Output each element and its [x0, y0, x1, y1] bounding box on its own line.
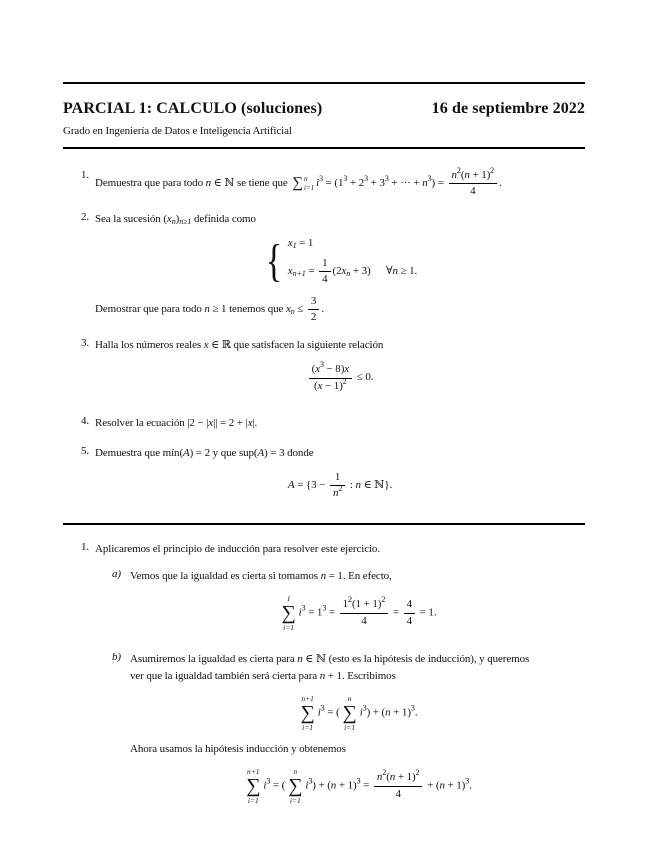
document-date: 16 de septiembre 2022 [431, 100, 585, 117]
top-rule [63, 82, 585, 84]
question-1-number: 1. [81, 169, 90, 181]
solutions-rule [63, 523, 585, 525]
part-a-equation: 1 ∑ i=1 $i^3 = 1^3$ = $\frac{1^2(1 + 1)^2}{4}$ = $\frac{4}{4}$ = 1. [281, 594, 437, 633]
solution-1-part-a [95, 568, 585, 641]
question-1-body [95, 166, 585, 198]
document-title: PARCIAL 1: CALCULO (soluciones) [63, 100, 323, 117]
question-3-number: 3. [81, 337, 90, 350]
part-b-equation-1: n+1 ∑ i=1 $i^3$ = ( n ∑ i=1 $i^3) + (n + 1)^3$. [300, 694, 418, 733]
part-a-body [130, 568, 585, 641]
solution-1-part-b [95, 651, 585, 814]
question-2-cases-equation: { $x_1 = 1$ $x_{n+1}$ = $\frac{1}{4}$ $(2x_n + 3)$ ∀n ≥ 1. [265, 235, 418, 287]
question-1-text: Demuestra que para todo n ∈ ℕ se tiene que ∑ n i=1 $i^3 = (1^3 + 2^3 + 3^3$ + ··· + $n^3$) = $\frac{n^2(n + 1)^2}{4}$ . [95, 166, 502, 198]
question-1 [63, 166, 585, 198]
question-2-body [95, 211, 585, 324]
solution-1-body [95, 541, 585, 814]
part-b-equation-2: n+1 ∑ i=1 $i^3$ = ( n ∑ i=1 $i^3) + (n + 1)^3$ = $\frac{n^2(n + 1)^2}{4}$ + $(n + 1)^3$. [246, 767, 472, 806]
question-3-body [95, 337, 585, 401]
question-2-number: 2. [81, 211, 90, 224]
part-b-label: b) [112, 651, 121, 664]
question-4-text: Resolver la ecuación |2 − |x|| = 2 + |x|. [95, 416, 258, 429]
part-b-text-line-2: ver que la igualdad también será cierta para n + 1. Escribimos [130, 670, 396, 683]
question-4-number: 4. [81, 414, 90, 427]
part-b-text-line-1: Asumiremos la igualdad es cierta para n ∈ ℕ (esto es la hipótesis de inducción), y queremos [130, 653, 530, 666]
part-a-label: a) [112, 568, 121, 581]
question-2-claim: Demostrar que para todo n ≥ 1 tenemos que $x_n$ ≤ $\frac{3}{2}$ . [95, 294, 324, 324]
document-header [63, 100, 585, 118]
question-4 [63, 415, 585, 432]
question-5-body [95, 445, 585, 509]
question-5-set-definition: A = {3 − $\frac{1}{n^2}$ : n ∈ ℕ}. [287, 470, 393, 499]
question-2-text: Sea la sucesión $(x_n)_{n\ge 1}$ definida como [95, 213, 256, 227]
part-b-body [130, 651, 585, 814]
page-content [63, 0, 585, 827]
question-5-number: 5. [81, 444, 90, 457]
question-2 [63, 211, 585, 324]
question-5 [63, 445, 585, 509]
solution-1-number: 1. [81, 541, 90, 554]
solution-1 [63, 541, 585, 814]
degree-subtitle: Grado en Ingeniería de Datos e Inteligencia Artificial [63, 125, 292, 137]
part-a-text: Vemos que la igualdad es cierta si tomamos n = 1. En efecto, [130, 570, 392, 583]
question-5-text: Demuestra que mín(A) = 2 y que sup(A) = 3 donde [95, 446, 314, 459]
question-4-body [95, 415, 585, 432]
solution-1-lead: Aplicaremos el principio de inducción para resolver este ejercicio. [95, 543, 380, 556]
solutions-section [63, 541, 585, 814]
question-3-text: Halla los números reales x ∈ ℝ que satisfacen la siguiente relación [95, 339, 384, 352]
question-3 [63, 337, 585, 401]
question-3-inequality: $\frac{(x^3 - 8)x}{(x - 1)^2}$ ≤ 0. [95, 363, 585, 392]
questions-section [63, 166, 585, 509]
header-rule [63, 147, 585, 149]
part-b-text-line-3: Ahora usamos la hipótesis inducción y obtenemos [130, 743, 346, 756]
